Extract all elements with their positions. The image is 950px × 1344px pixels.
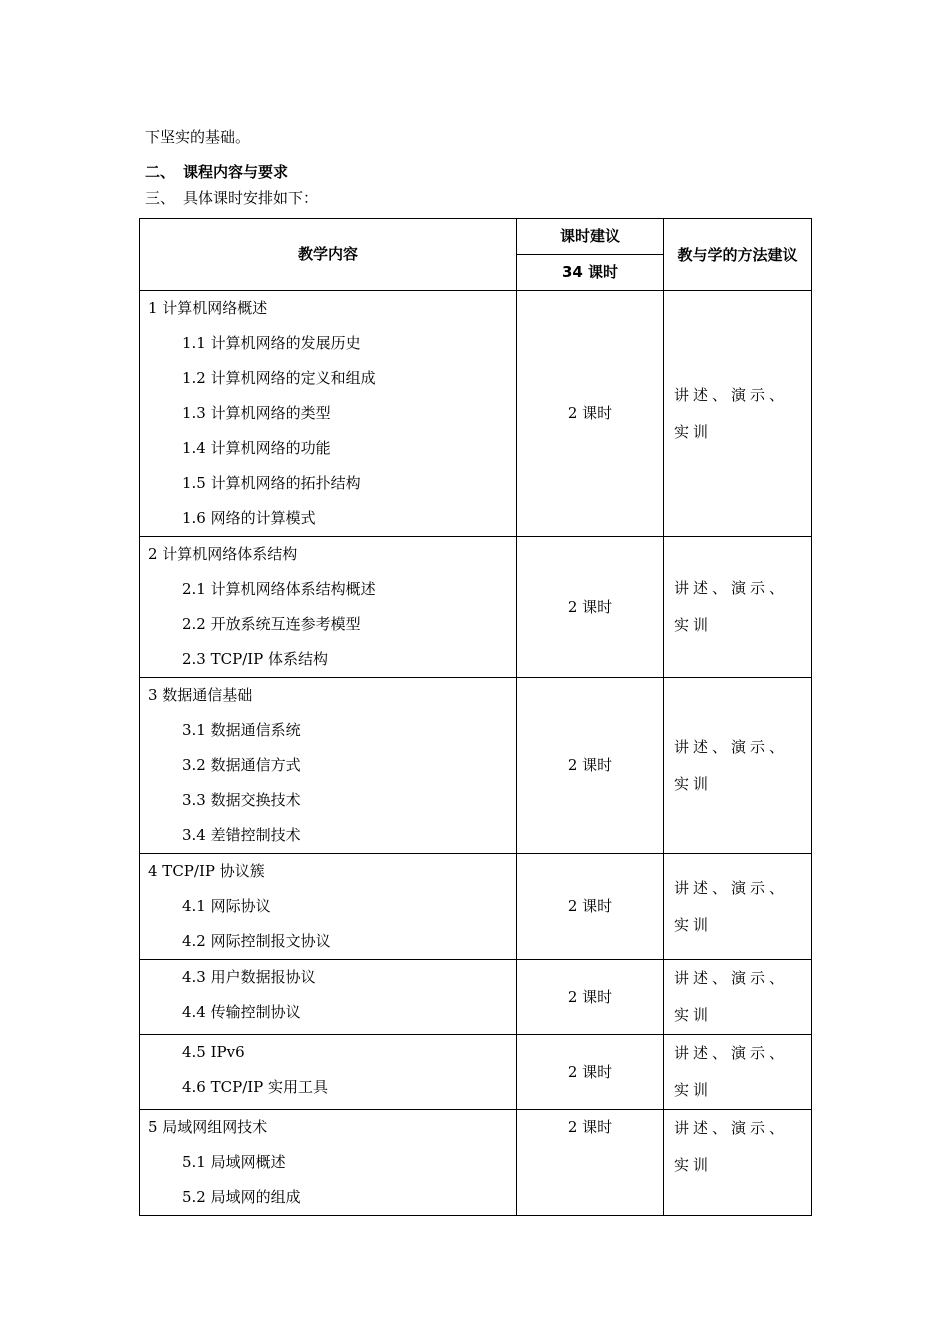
header-method: 教与学的方法建议 [664, 219, 812, 291]
hours-cell: 2 课时 [517, 1035, 664, 1110]
header-hours-total: 34 课时 [517, 255, 664, 291]
intro-tail-text: 下坚实的基础。 [145, 128, 251, 146]
table-row [140, 678, 812, 854]
section-item: 5.2 局域网的组成 [182, 1188, 301, 1206]
method-cell: 讲述、演示、实训 [664, 1035, 812, 1110]
table-header-row [140, 219, 812, 255]
section-item: 1.3 计算机网络的类型 [182, 404, 331, 422]
section-title: 课程内容与要求 [183, 163, 289, 181]
table-row [140, 854, 812, 960]
section-item: 1.5 计算机网络的拓扑结构 [182, 474, 361, 492]
hours-cell: 2 课时 [517, 1110, 664, 1216]
section-item: 4.1 网际协议 [182, 897, 271, 915]
method-cell: 讲述、演示、实训 [664, 960, 812, 1035]
section-heading-3 [145, 188, 318, 208]
content-cell [140, 1110, 517, 1216]
section-item: 3.4 差错控制技术 [182, 826, 301, 844]
section-item: 5.1 局域网概述 [182, 1153, 286, 1171]
section-item: 2.1 计算机网络体系结构概述 [182, 580, 376, 598]
section-item: 3.3 数据交换技术 [182, 791, 301, 809]
table-row [140, 1110, 812, 1216]
method-cell: 讲述、演示、实训 [664, 537, 812, 678]
section-item: 1.2 计算机网络的定义和组成 [182, 369, 376, 387]
content-cell [140, 537, 517, 678]
section-item: 4.2 网际控制报文协议 [182, 932, 331, 950]
section-item: 1.6 网络的计算模式 [182, 509, 316, 527]
table-row [140, 291, 812, 537]
hours-cell: 2 课时 [517, 854, 664, 960]
section-item: 4.3 用户数据报协议 [182, 968, 316, 986]
method-cell: 讲述、演示、实训 [664, 678, 812, 854]
section-number: 三、 [145, 189, 176, 207]
header-hours-label: 课时建议 [517, 219, 664, 255]
section-number: 二、 [145, 163, 176, 181]
hours-cell: 2 课时 [517, 960, 664, 1035]
chapter-title: 4 TCP/IP 协议簇 [148, 862, 265, 880]
section-item: 3.2 数据通信方式 [182, 756, 301, 774]
method-cell: 讲述、演示、实训 [664, 1110, 812, 1216]
section-title: 具体课时安排如下： [183, 189, 319, 207]
section-item: 4.4 传输控制协议 [182, 1003, 301, 1021]
section-item: 4.6 TCP/IP 实用工具 [182, 1078, 329, 1096]
section-heading-2 [145, 162, 288, 182]
method-cell: 讲述、演示、实训 [664, 291, 812, 537]
content-cell [140, 1035, 517, 1110]
chapter-title: 5 局域网组网技术 [148, 1118, 268, 1136]
section-item: 4.5 IPv6 [182, 1043, 245, 1061]
chapter-title: 2 计算机网络体系结构 [148, 545, 298, 563]
table-row [140, 960, 812, 1035]
table-row [140, 537, 812, 678]
table-row [140, 1035, 812, 1110]
header-content: 教学内容 [140, 219, 517, 291]
schedule-table [139, 218, 812, 1216]
hours-cell: 2 课时 [517, 291, 664, 537]
hours-cell: 2 课时 [517, 537, 664, 678]
content-cell [140, 854, 517, 960]
chapter-title: 1 计算机网络概述 [148, 299, 268, 317]
content-cell [140, 291, 517, 537]
content-cell [140, 960, 517, 1035]
hours-cell: 2 课时 [517, 678, 664, 854]
section-item: 2.2 开放系统互连参考模型 [182, 615, 361, 633]
chapter-title: 3 数据通信基础 [148, 686, 253, 704]
section-item: 2.3 TCP/IP 体系结构 [182, 650, 329, 668]
content-cell [140, 678, 517, 854]
section-item: 1.1 计算机网络的发展历史 [182, 334, 361, 352]
section-item: 1.4 计算机网络的功能 [182, 439, 331, 457]
section-item: 3.1 数据通信系统 [182, 721, 301, 739]
method-cell: 讲述、演示、实训 [664, 854, 812, 960]
